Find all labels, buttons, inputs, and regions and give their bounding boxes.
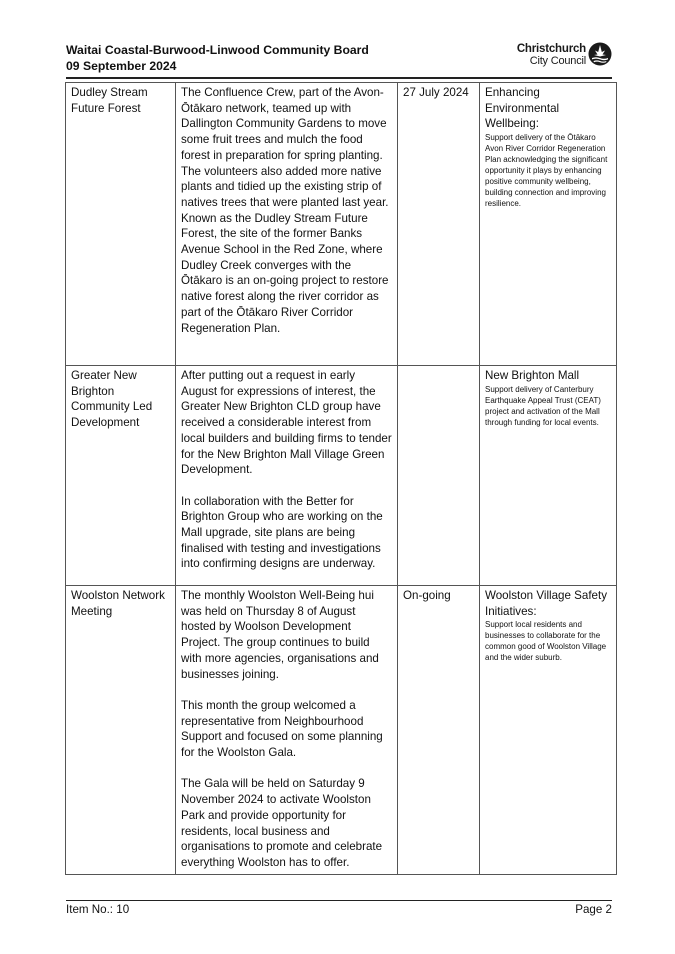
project-name: Greater New Brighton Community Led Development: [71, 369, 153, 430]
description-cell: [176, 83, 398, 366]
activities-table: [65, 82, 617, 875]
description-paragraph: The monthly Woolston Well-Being hui was held on Thursday 8 of August hosted by Woolson Development Project. The group continues to build with more agencies, organisations and businesses joining.: [181, 589, 379, 681]
logo-text: [517, 43, 586, 67]
description-paragraph: Known as the Dudley Stream Future Forest, the site of the former Banks Avenue School in the Red Zone, where Dudley Creek converges with the Ōtākaro is an on-going project to restore native forest along the river corridor as part of the Ōtākaro River Corridor Regeneration Plan.: [181, 211, 389, 335]
plan-description: Support delivery of the Ōtākaro Avon River Corridor Regeneration Plan acknowledging the significant opportunity it plays by enhancing positive community wellbeing, building connection and improving resilience.: [485, 133, 608, 209]
date-cell: [398, 366, 480, 586]
project-name-cell: [66, 366, 176, 586]
table-row: [66, 83, 617, 366]
logo-line1: Christchurch: [516, 43, 586, 55]
item-number: Item No.: 10: [66, 903, 130, 916]
date: 27 July 2024: [403, 86, 469, 99]
project-name-cell: [66, 586, 176, 875]
christchurch-logo-icon: [588, 42, 612, 66]
date: On-going: [403, 589, 451, 602]
table-row: [66, 586, 617, 875]
plan-description: Support local residents and businesses to collaborate for the common good of Woolston Village and the wider suburb.: [485, 620, 607, 663]
description-paragraph: In collaboration with the Better for Brighton Group who are working on the Mall upgrade, site plans are being finalised with testing and investigations into confirming designs are underway.: [181, 494, 383, 571]
description-cell: [176, 586, 398, 875]
plan-description: Support delivery of Canterbury Earthquake Appeal Trust (CEAT) project and activation of the Mall through funding for local events.: [485, 384, 601, 427]
council-logo: [494, 42, 612, 70]
page-header: [66, 42, 612, 76]
plan-title: Woolston Village Safety Initiatives:: [485, 589, 608, 618]
date-cell: [398, 83, 480, 366]
plan-cell: [480, 83, 617, 366]
project-name-cell: [66, 83, 176, 366]
page-number: Page 2: [575, 903, 612, 916]
table-row: [66, 366, 617, 586]
project-name: Dudley Stream Future Forest: [71, 86, 148, 115]
description-paragraph: After putting out a request in early August for expressions of interest, the Greater New Brighton CLD group have received a considerable interest from local builders and building firms to tender for the New Brighton Mall Village Green Development.: [181, 369, 392, 477]
description-paragraph: The Confluence Crew, part of the Avon-Ōtākaro network, teamed up with Dallington Community Gardens to move some fruit trees and mulch the food forest in preparation for spring planting. The volunteers also added more native plants and tidied up the existing strip of natives trees that were planted last year.: [181, 86, 389, 209]
description-paragraph: The Gala will be held on Saturday 9 November 2024 to activate Woolston Park and provide opportunity for residents, local business and organisations to promote and celebrate everything Woolston has to offer.: [181, 777, 383, 869]
footer-divider: [66, 900, 612, 901]
logo-line2: City Council: [529, 55, 586, 67]
description-paragraph: This month the group welcomed a representative from Neighbourhood Support and focused on some planning for the Woolston Gala.: [181, 698, 383, 760]
header-divider: [66, 77, 612, 79]
meeting-date: 09 September 2024: [66, 59, 177, 73]
plan-title: New Brighton Mall: [485, 369, 580, 382]
project-name: Woolston Network Meeting: [71, 589, 165, 618]
date-cell: [398, 586, 480, 875]
description-cell: [176, 366, 398, 586]
plan-cell: [480, 586, 617, 875]
plan-cell: [480, 366, 617, 586]
plan-title: Enhancing Environmental Wellbeing:: [485, 86, 560, 131]
board-title: Waitai Coastal-Burwood-Linwood Community Board: [66, 43, 369, 57]
